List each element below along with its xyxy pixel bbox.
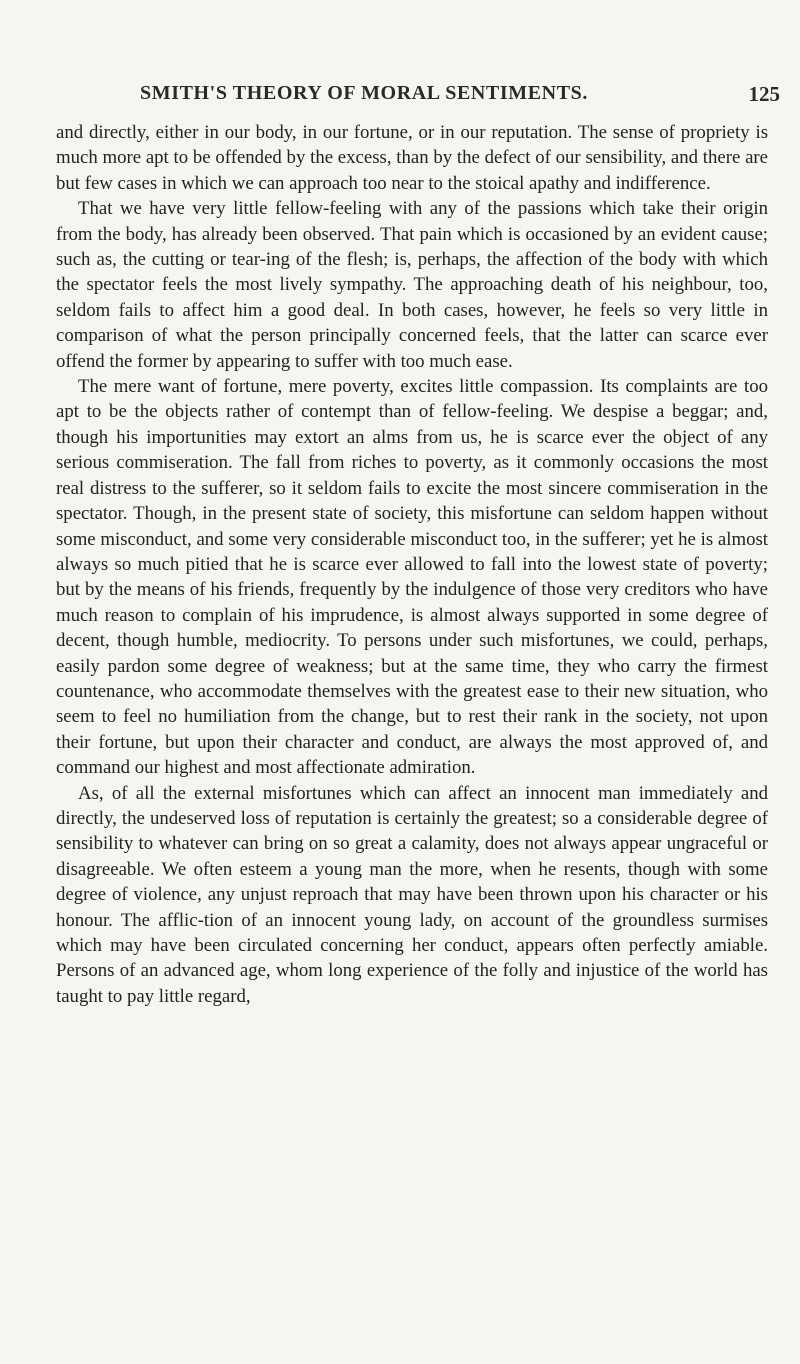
page-number: 125 — [748, 82, 780, 106]
running-head: SMITH'S THEORY OF MORAL SENTIMENTS. — [140, 82, 588, 104]
paragraph-reputation: As, of all the external misfortunes which can affect an innocent man immediately and directly, the undeserved loss of reputation is certainly the greatest; so a considerable degree of sensibility to whatever can bring on so great a calamity, does not always appear ungraceful or disagreeable. We often esteem a young man the more, when he resents, though with some degree of violence, any unjust reproach that may have been thrown upon his character or his honour. The afflic-tion of an innocent young lady, on account of the groundless surmises which may have been circulated concerning her conduct, appears often perfectly amiable. Persons of an advanced age, whom long experience of the folly and injustice of the world has taught to pay little regard, — [56, 782, 768, 1007]
paragraph-poverty: The mere want of fortune, mere poverty, excites little compassion. Its complaints are too apt to be the objects rather of contempt than of fellow-feeling. We despise a beggar; and, though his importunities may extort an alms from us, he is scarce ever the object of any serious commiseration. The fall from riches to poverty, as it commonly occasions the most real distress to the sufferer, so it seldom fails to excite the most sincere commiseration in the spectator. Though, in the present state of society, this misfortune can seldom happen without some misconduct, and some very considerable misconduct too, in the sufferer; yet he is almost always so much pitied that he is scarce ever allowed to fall into the lowest state of poverty; but by the means of his friends, frequently by the indulgence of those very creditors who have much reason to complain of his imprudence, is almost always supported in some degree of decent, though humble, mediocrity. To persons under such misfortunes, we could, perhaps, easily pardon some degree of weakness; but at the same time, they who carry the firmest countenance, who accommodate themselves with the greatest ease to their new situation, who seem to feel no humiliation from the change, but to rest their rank in the society, not upon their fortune, but upon their character and conduct, are always the most approved of, and command our highest and most affectionate admiration. — [56, 376, 768, 779]
page-header — [20, 82, 790, 112]
body-text — [56, 120, 768, 1009]
paragraph-fellow-feeling: That we have very little fellow-feeling with any of the passions which take their origin from the body, has already been observed. That pain which is occasioned by an evident cause; such as, the cutting or tear-ing of the flesh; is, perhaps, the affection of the body with which the spectator feels the most lively sympathy. The approaching death of his neighbour, too, seldom fails to affect him a good deal. In both cases, however, he feels so very little in comparison of what the person principally concerned feels, that the latter can scarce ever offend the former by appearing to suffer with too much ease. — [56, 198, 768, 372]
paragraph-continuation: and directly, either in our body, in our fortune, or in our reputation. The sense of propriety is much more apt to be offended by the excess, than by the defect of our sensibility, and there are but few cases in which we can approach too near to the stoical apathy and indifference. — [56, 122, 768, 194]
